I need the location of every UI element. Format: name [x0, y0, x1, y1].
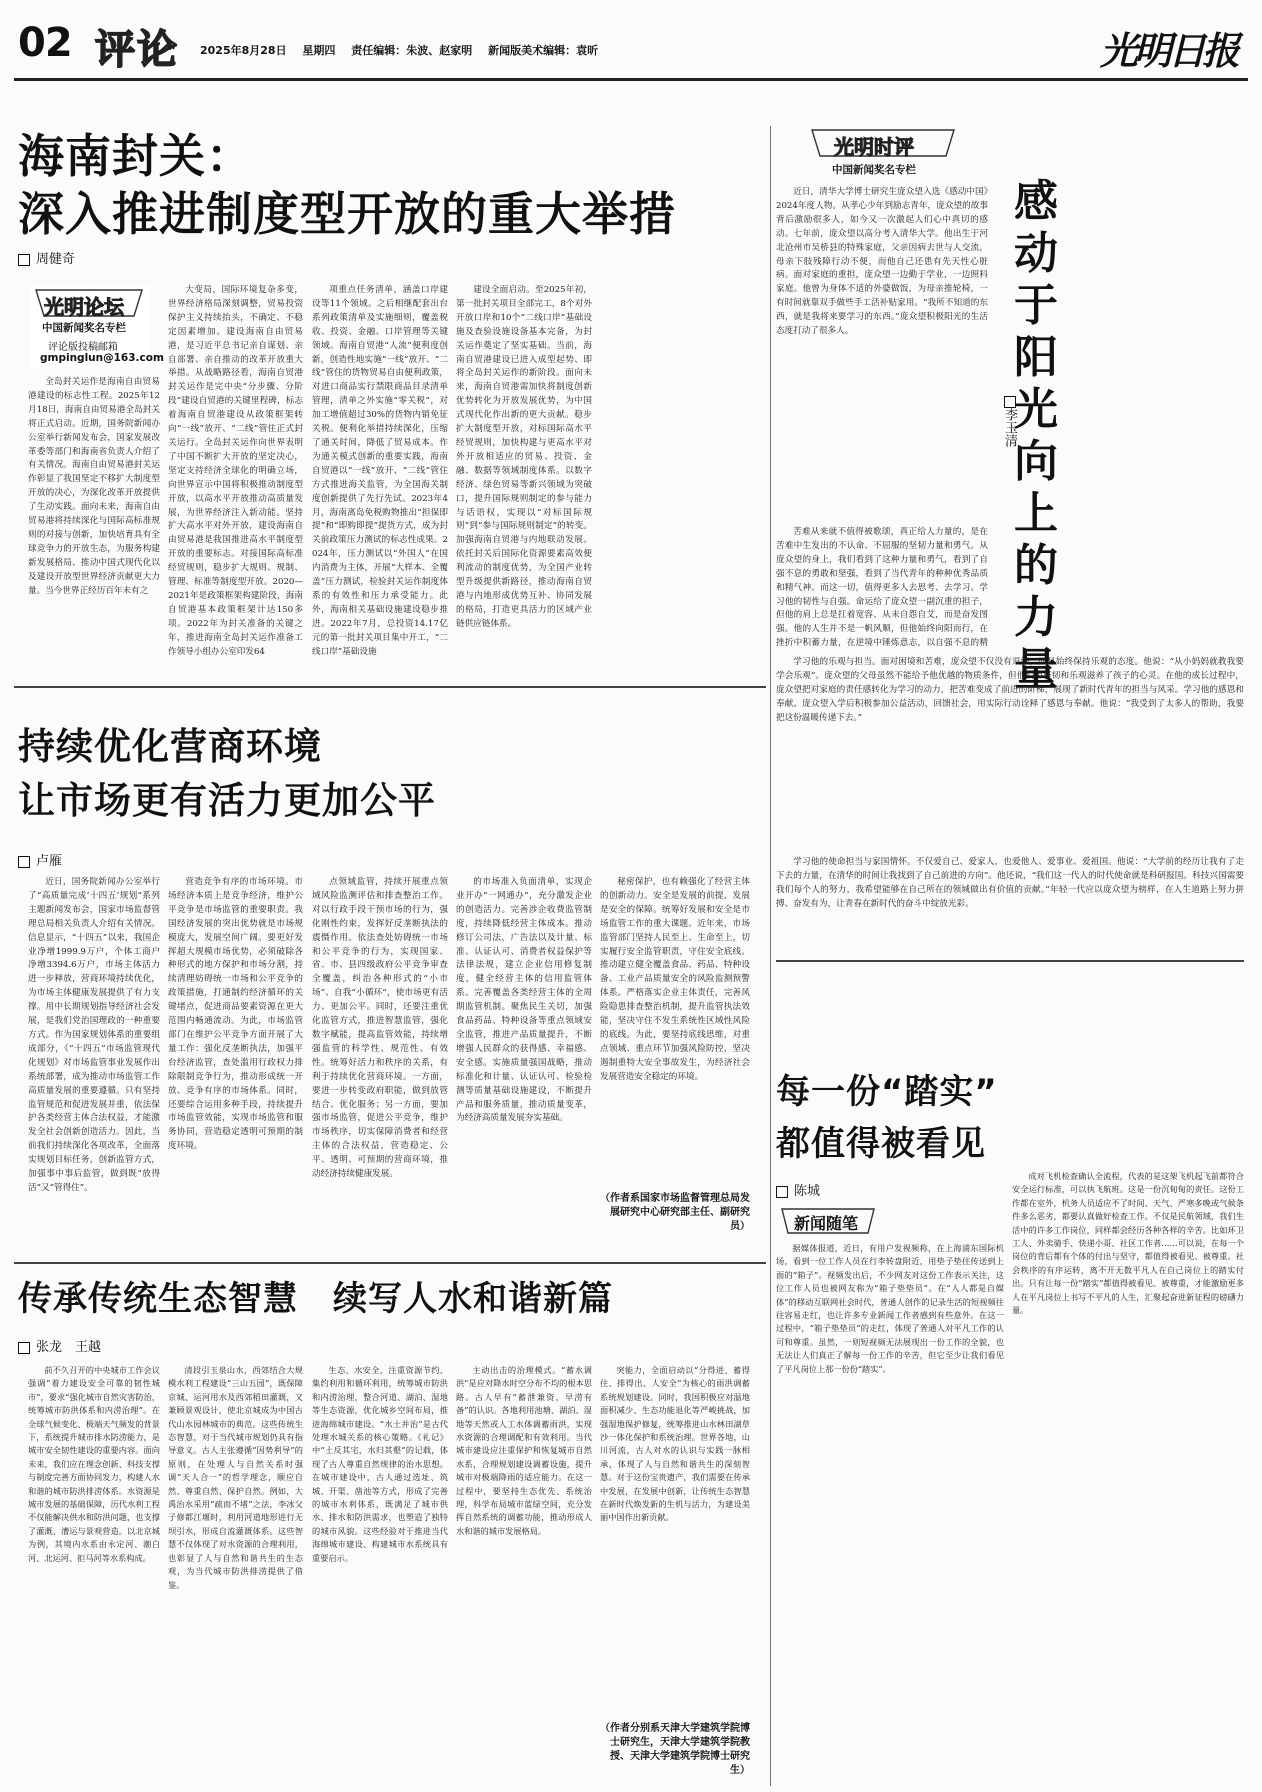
byline-box-icon [18, 1342, 30, 1354]
article2-col3: 点领域监管，持续开展重点领域风险监测评估和排查整治工作。对以行政手段干预市场的行为，强化刚性约束，发挥好反垄断执法的震慑作用。依法查处妨碍统一市场和公平竞争的行为，实现国家、省、市、县四级政府公平竞争审查全覆盖，纠治各种形式的“小市场”、自我“小循环”，使市场更有活力、更加公平。同时，还要注重优化监管方式，推进智慧监管，强化数字赋能，提高监管效能，持续增强监管的科学性、规范性、有效性。统筹好活力和秩序的关系，有利于持续优化营商环境。一方面，要进一步转变政府职能，做到放管结合、优化服务；另一方面，要加强市场监管，促进公平竞争，维护市场秩序，切实保障消费者和经营主体的合法权益，营造稳定、公平、透明、可预期的营商环境，推动经济持续健康发展。 [312, 877, 448, 1180]
article1-headline-line1: 海南封关： [18, 129, 253, 183]
divider-a1 [14, 686, 766, 688]
byline-box-icon [776, 1186, 788, 1198]
sidebar2-byline [776, 1180, 820, 1199]
article2-headline-line2: 让市场更有活力更加公平 [18, 779, 436, 822]
article1-col4: 建设全面启动。至2025年初，第一批封关项目全部完工，8个对外开放口岸和10个“二线口岸”基础设施及查验设施设备基本完备，为封关运作奠定了坚实基础。当前，海南自贸港建设已进入成型起势、即将全岛封关运作的新阶段。面向未来，海南自贸港需加快将制度创新优势转化为开放发展优势，为中国式现代化作出新的更大贡献。稳步扩大制度型开放，对标国际高水平经贸规则，加快构建与更高水平对外开放相适应的贸易、投资、金融、数据等领域制度体系。以数字经济、绿色贸易等新兴领域为突破口，提升国际规则制定的参与能力与话语权，实现以“对标国际规则”到“参与国际规则制定”的转变。加强海南自贸港与内地联动发展。依托封关后国际化资源要素高效便利流动的制度优势，为全国产业转型升级提供新路径，推动海南自贸港与内地形成优势互补、协同发展的格局，打造更具活力的区域产业链供应链体系。 [456, 285, 592, 629]
sidebar1-col3: 学习他的乐观与担当。面对困境和苦难，庞众望不仅没有退缩，而且始终保持乐观的态度。他说：“从小妈妈就教我要学会乐观”。庞众望的父母虽然不能给予他优越的物质条件，但他们用坚韧和乐观滋养了孩子的心灵。在他的成长过程中，庞众望把对家庭的责任感转化为学习的动力，把苦难变成了前进的阶梯，展现了新时代青年的担当与风采。学习他的感恩和奉献。庞众望入学后积极参加公益活动，回馈社会，用实际行动诠释了感恩与奉献。他说：“我受到了太多人的帮助，我要把这份温暖传递下去。” [776, 657, 1244, 723]
sidebar2-title-line1: 每一份“踏实” [776, 1072, 998, 1112]
forum-email-label: 评论版投稿邮箱 [48, 342, 118, 353]
divider-s1 [776, 960, 1244, 962]
sidebar1-byline [1000, 396, 1022, 447]
sidebar2-col1: 据媒体报道，近日，有用户发视频称，在上海浦东国际机场，看到一位工作人员在行李转盘附近，用垫子垫住传送到上面的“箱子”。视频发出后，不少网友对这份工作表示关注，这位工作人员也被网友称为“箱子垫垫员”。在“人人都是自媒体”的移动互联网社会时代，普通人创作的记录生活的短视频往往容易走红，也让许多专业新闻工作者感到有些意外。在这一过程中，“箱子垫垫员”的走红，体现了普通人对平凡工作的认可和尊重。虽然，一则短视频无法展现出一份工作的全貌，也无法让人们真正了解每一份工作的辛苦，但它至少让我们看见了平凡岗位上那一份份“踏实”。 [776, 1243, 1004, 1374]
paper-logo: 光明日报 [1100, 28, 1237, 73]
sidebar1-badge-title: 光明时评 [834, 135, 914, 159]
byline-box-icon [18, 254, 30, 266]
article3-col2: 清段引玉泉山水，西郊结合大规模水利工程建设“三山五园”，既保障京城、运河用水及西郊稻田灌溉，又兼顾景观设计，使北京城成为中国古代山水园林城市的典范。这些传统生态智慧，对于当代城市规划仍具有指导意义。古人主张遵循“因势利导”的原则，在处理人与自然关系时强调“天人合一”的哲学理念，顺应自然、尊重自然、保护自然。例如，大禹治水采用“疏而不堵”之法，李冰父子修都江堰时，利用河道地形进行无坝引水，形成自流灌溉体系。这些智慧不仅体现了对水资源的合理利用，也彰显了人与自然和谐共生的生态观，为当代城市防洪排涝提供了借鉴。 [168, 1365, 303, 1590]
article2-col1: 近日，国务院新闻办公室举行了“高质量完成‘十四五’规划”系列主题新闻发布会，国家市场监督管理总局相关负责人介绍有关情况。信息显示，“十四五”以来，我国企业净增1999.9万户，个体工商户净增3394.6万户，市场主体活力进一步释放，营商环境持续优化，为市场主体健康发展提供了有力支撑。用中长期规划指导经济社会发展，是我们党治国理政的一种重要方式。作为国家规划体系的重要组成部分，《“十四五”市场监管现代化规划》对市场监管事业发展作出系统部署，成为推动市场监管工作高质量发展的重要遵循。只有坚持监管规范和促进发展并重，依法保护各类经营主体合法权益，才能激发全社会创新创造活力。因此，当前我们持续深化各项改革，全面落实规划目标任务，创新监管方式，加强事中事后监管，做到既“放得活”又“管得住”。 [28, 877, 160, 1193]
article2-author: 卢雁 [36, 854, 63, 869]
article2-col4: 的市场准入负面清单，实现企业开办“一网通办”，充分激发企业的创造活力。完善涉企收费监管制度，持续降低经营主体成本。推动修订公司法，广告法以及计量、标准、认证认可、消费者权益保护等法律法规，建立企业信用修复制度，健全经营主体的信用监管体系。完善覆盖各类经营主体的全周期监管机制。聚焦民生关切，加强食品药品、特种设备等重点领域安全监管，推进产品质量提升，不断增强人民群众的获得感、幸福感、安全感。实施质量强国战略，推动标准化和计量、认证认可、检验检测等质量基础设施建设，不断提升产品和服务质量，推动质量变革，为经济高质量发展夯实基础。 [456, 877, 592, 1124]
byline-box-icon [1004, 396, 1016, 408]
article3-col3: 生态、水安全，注重资源节约、集约利用和循环利用，统筹城市防洪和内涝治理，整合河道、湖泊、湿地等生态资源，优化城乡空间布局，推进海绵城市建设。“水土并治”是古代处理水城关系的核心策略。《礼记》中“土反其宅，水归其壑”的记载，体现了古人尊重自然规律的治水思想。在城市建设中，古人通过选址、筑城、开渠、凿池等方式，形成了完善的城市水利体系，既满足了城市供水、排水和防洪需求，也塑造了独特的城市风貌。这些经验对于推进当代海绵城市建设、构建城市水系统具有重要启示。 [312, 1365, 448, 1563]
divider-a2 [14, 1262, 766, 1264]
issue-date: 2025年8月28日 [200, 44, 287, 57]
article1-col3: 项重点任务清单，涵盖口岸建设等11个领域。之后相继配套出台系列政策清单及实施细则，覆盖税收、投资、金融、口岸管理等关键领域。海南自贸港“人流”便利度创新，创造性地实施“一线”放开、“二线”管住的货物贸易自由便利政策，对进口商品实行禁限商品目录清单管理，清单之外实施“零关税”，对加工增值超过30%的货物内销免征关税。便利化举措持续深化，压缩了通关时间，降低了贸易成本。作为通关模式创新的重要实践，海南自贸港以“一线”放开、“二线”管住方式推进海关监管，为全国海关制度创新提供了先行先试。2023年4月，海南离岛免税购物推出“担保即提”和“即购即提”提货方式，成为封关前政策压力测试的标志性成果。2024年，压力测试以“外国人”在国内消费为主体，开展“大样本、全覆盖”压力测试，检验封关运作制度体系的有效性和压力承受能力。此外，海南相关基础设施建设稳步推进。2022年7月，总投资14.17亿元的第一批封关项目集中开工，“二线口岸”基础设施 [312, 285, 448, 657]
article1-col2: 大变局，国际环境复杂多变，世界经济格局深刻调整，贸易投资保护主义持续抬头，不确定、不稳定因素增加。建设海南自由贸易港，是习近平总书记亲自谋划、亲自部署、亲自推动的改革开放重大举措。从战略路径看，海南自贸港封关运作是完中央“分步骤、分阶段”建设自贸港的关键里程碑，标志着海南自贸港建设从政策框架转向“一线”放开、“二线”管住正式封关运行。全岛封关运作向世界表明了中国不断扩大开放的坚定决心，坚定支持经济全球化的明确立场，向世界宣示中国将积极推动制度型开放，以高水平开放推动高质量发展，为世界经济注入新动能。坚持扩大高水平对外开放，建设海南自由贸易港是我国推进高水平制度型开放的重要标志。对接国际高标准经贸规则，稳步扩大规则、规制、管理、标准等制度型开放。2020—2021年是政策框架构建阶段，海南自贸港基本政策框架计达150多项。2022年为封关准备的关键之年，推进海南全岛封关运作准备工作领导小组办公室印发64 [168, 285, 303, 657]
article3-headline: 传承传统生态智慧 续写人水和谐新篇 [18, 1279, 613, 1319]
page-number: 02 [18, 20, 72, 66]
forum-email[interactable]: gmpinglun@163.com [40, 352, 164, 364]
article2-col5: 秘密保护，也有赖强化了经营主体的创新动力。安全是发展的前提，发展是安全的保障。统筹好发展和安全是市场监管工作的重大课题。近年来，市场监管部门坚持人民至上、生命至上，切实履行安全监管职责，守住安全底线。推动建立健全覆盖食品、药品、特种设备、工业产品质量安全的风险监测预警体系。严格落实企业主体责任，完善风险隐患排查整治机制，提升监管执法效能，坚决守住不发生系统性区域性风险的底线。为此，要坚持底线思维，对重点领域、重点环节加强风险防控，坚决遏制重特大安全事故发生，为经济社会发展营造安全稳定的环境。 [600, 877, 750, 1082]
sidebar2-badge-title: 新闻随笔 [794, 1214, 859, 1233]
sidebar1-author: 李玉清 [1002, 408, 1017, 447]
forum-badge [30, 286, 164, 368]
sidebar1-title: 感动于阳光向上的力量 [1014, 176, 1058, 695]
sidebar1-col4: 学习他的使命担当与家国情怀。不仅爱自己、爱家人，也爱他人、爱事业、爱祖国。他说：“大学前的经历让我有了走下去的力量，在清华的时间让我找到了自己前进的方向”。他还说，“我们这一代人的时代使命就是科研报国。科技兴国需要我们每个人的努力，我希望能够在自己所在的领域做出有价值的贡献。”年轻一代应以庞众望为榜样，在人生道路上努力拼搏、奋发有为，让青春在新时代的奋斗中绽放光彩。 [776, 857, 1244, 909]
article2-author-note: （作者系国家市场监督管理总局发展研究中心研究部主任、副研究员） [600, 1193, 750, 1232]
forum-subtitle: 中国新闻奖名专栏 [42, 322, 126, 334]
article3-col5: 突能力，全面启动以“分得进、蓄得住、排得出、人安全”为核心的雨洪调蓄系统规划建设。同时，我国积极应对温地面积减少、生态功能退化等严峻挑战，加强湿地保护修复，统筹推进山水林田湖草沙一体化保护和系统治理。世界各地，山川河流，古人对水的认识与实践一脉相承，体现了人与自然和谐共生的深刻智慧。对于这份宝贵遗产，我们需要在传承中发展，在发展中创新，让传统生态智慧在新时代焕发新的生机与活力，为建设美丽中国作出新贡献。 [600, 1365, 750, 1523]
sidebar2-author: 陈城 [794, 1184, 821, 1199]
byline-box-icon [18, 856, 30, 868]
article2-headline [18, 720, 436, 828]
article1-byline [18, 248, 75, 267]
article3-author: 张龙 王越 [36, 1340, 102, 1355]
article1-author: 周健奇 [36, 252, 76, 267]
section-title: 评论 [95, 26, 179, 73]
masthead-info [200, 42, 610, 58]
article1-col1: 全岛封关运作是海南自由贸易港建设的标志性工程。2025年12月18日，海南自由贸易港全岛封关将正式启动。近期，国务院新闻办公室举行新闻发布会，国家发展改革委等部门和海南省负责人介绍了有关情况。海南自由贸易港封关运作彰显了我国坚定不移扩大制度型开放的决心，为深化改革开放提供了生动实践。面向未来，海南自由贸易港将持续深化与国际高标准规则的对接与创新，加快培育具有全球竞争力的开放生态，为服务构建新发展格局、推动中国式现代化以及建设开放型世界经济贡献更大力量。当今世界正经历百年未有之 [28, 377, 160, 596]
sidebar-separator [770, 126, 771, 1786]
masthead-rule [14, 78, 1248, 81]
article2-col2: 营造竞争有序的市场环境。市场经济本质上是竞争经济，维护公平竞争是市场监管的重要职责。我国经济发展的突出优势就是市场规模庞大，发展空间广阔。要更好发挥超大规模市场优势，必须破除各种形式的地方保护和市场分割，持续清理妨碍统一市场和公平竞争的政策措施，打通制约经济循环的关键堵点，促进商品要素资源在更大范围内畅通流动。为此，市场监管部门在维护公平竞争方面开展了大量工作：强化反垄断执法，加强平台经济监管，查处滥用行政权力排除限制竞争行为，推动形成统一开放、竞争有序的市场体系。同时，还要综合运用多种手段，持续提升市场监管效能，实现市场监管和服务协同，营造稳定透明可预期的制度环境。 [168, 877, 303, 1152]
sidebar1-badge [808, 126, 958, 184]
article3-col1: 前不久召开的中央城市工作会议强调“着力建设安全可靠的韧性城市”，要求“强化城市自然灾害防治，统筹城市防洪体系和内涝治理”。在全球气候变化、极端天气频发的背景下，系统提升城市排水防涝能力，是城市安全韧性建设的重要内容。面向未来，我们应在理念创新、科技支撑与制度完善方面协同发力，构建人水和谐的城市防洪排涝体系。水资源是城市发展的基础保障，历代水利工程不仅能解决供水和防洪问题，也支撑了灌溉、漕运与景观营造。以北京城为例，其境内水系由永定河、潮白河、北运河、拒马河等水系构成。 [28, 1365, 160, 1563]
article2-headline-line1: 持续优化营商环境 [18, 725, 322, 768]
art-editor: 新闻版美术编辑：袁昕 [488, 44, 599, 57]
sidebar1-col2: 苦难从来就不值得被歌颂，真正给人力量的，是在苦难中生发出的不认命、不屈服的坚韧力量和勇气。从庞众望的身上，我们看到了这种力量和勇气，看到了自强不息的勇敢和坚强，看到了当代青年的种种优秀品质和精气神。而这一切，值得更多人去思考、去学习。学习他的韧性与自强。命运给了庞众望一副沉重的担子，但他的肩上总是扛着宽容、从未自怨自艾，而是奋发图强。他的人生并不是一帆风顺，但他始终向阳而行，在挫折中积蓄力量，在逆境中锤炼意志，以自强不息的精 [776, 527, 988, 649]
article1-headline-line2: 深入推进制度型开放的重大举措 [18, 186, 676, 241]
article3-col4: 主动出击的治理模式。“蓄水调洪”是应对降水时空分布不均的根本思路。古人早有“蓄泄兼资，早涝有备”的认识。各地利用池塘、湖泊、湿地等天然或人工水体调蓄雨洪，实现水资源的合理调配和有效利用。当代城市建设应注重保护和恢复城市自然水系，合理规划建设调蓄设施，提升城市对极端降雨的适应能力。在这一过程中，要坚持生态优先、系统治理，科学布局城市蓝绿空间，充分发挥自然系统的调蓄功能，推动形成人水和谐的城市发展格局。 [456, 1365, 592, 1536]
editors: 责任编辑：朱波、赵家明 [351, 44, 473, 57]
article1-headline [18, 128, 676, 243]
sidebar2-badge [778, 1206, 878, 1236]
issue-weekday: 星期四 [302, 44, 336, 57]
sidebar1-col1: 近日，清华大学博士研究生庞众望入选《感动中国》2024年度人物。从孝心少年到励志青年，庞众望的故事背后激励很多人，如今又一次激起人们心中真切的感动。七年前，庞众望以高分考入清华大学。他出生于河北沧州市吴桥县的特殊家庭，父亲因病去世与人交流，母亲下肢残障行动不便，而他自己还患有先天性心脏病。面对家庭的重担，庞众望一边勤于学业，一边照料家庭。他曾为身体不适的外婆做饭，为母亲推轮椅，一有时间就靠双手做些手工活补贴家用。“我所不知道的东西，就是我将来要学习的东西。”庞众望积极阳光的生活态度打动了很多人。 [776, 187, 988, 337]
sidebar2-title-line2: 都值得被看见 [776, 1124, 986, 1164]
article2-byline [18, 850, 62, 869]
article3-byline [18, 1336, 101, 1355]
sidebar2-col2: 成对飞机检查确认全流程，代表的是这架飞机起飞前都符合安全运行标准，可以执飞航班。这是一份沉甸甸的责任。这份工作都在室外，机务人员适应不了时间、天气、严寒多晚或气候条件多么恶劣，都要认真做好检查工作。不仅是民航领域，我们生活中的许多工作岗位，同样都会经历各种各样的辛苦。比如环卫工人、外卖骑手、快递小哥、社区工作者……可以说，在每一个岗位的背后都有个体的付出与坚守，都值得被看见、被尊重。社会秩序的有序运转，离不开无数平凡人在自己岗位上的踏实付出。只有让每一份“踏实”都值得被看见、被尊重，才能激励更多人在平凡岗位上书写不平凡的人生，汇聚起奋进新征程的磅礴力量。 [1012, 1171, 1244, 1316]
sidebar1-badge-sub: 中国新闻奖名专栏 [832, 164, 916, 176]
forum-title: 光明论坛 [44, 295, 124, 319]
article3-author-note: （作者分别系天津大学建筑学院博士研究生，天津大学建筑学院教授、天津大学建筑学院博士研究生） [600, 1723, 750, 1776]
sidebar2-headline [776, 1066, 998, 1170]
